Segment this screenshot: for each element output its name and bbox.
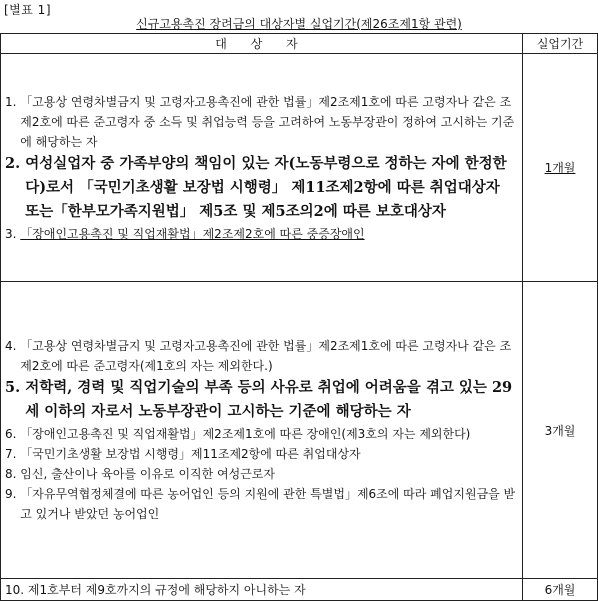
item-number: 9. bbox=[5, 487, 21, 501]
item-number: 8. bbox=[5, 467, 21, 481]
table-row-group1 bbox=[1, 54, 598, 282]
item-number: 6. bbox=[5, 427, 21, 441]
item-text: 「고용상 연령차별금지 및 고령자고용촉진에 관한 법률」제2조제1호에 따른 고령자나 같은 조 제2호에 따른 준고령자(제1호의 자는 제외한다.) bbox=[20, 339, 512, 373]
period-value: 6개월 bbox=[544, 583, 576, 597]
group1-period bbox=[523, 54, 598, 282]
list-item-3 bbox=[5, 224, 518, 244]
group3-period bbox=[523, 579, 598, 601]
item-number: 3. bbox=[5, 226, 21, 241]
table-row-group3 bbox=[1, 579, 598, 601]
appendix-tag: [별표 1] bbox=[4, 3, 51, 17]
list-item-6 bbox=[5, 424, 518, 444]
item-number: 10. bbox=[5, 582, 28, 597]
item-text: 여성실업자 중 가족부양의 책임이 있는 자(노동부령으로 정하는 자에 한정한다)로서 「국민기초생활 보장법 시행령」 제11조제2항에 따른 취업대상자 또는「한부모가족지원법」 제5조 및 제5조의2에 따른 보호대상자 bbox=[25, 154, 507, 220]
eligibility-table bbox=[0, 33, 598, 601]
header-target: 대 상 자 bbox=[1, 34, 523, 54]
item-text: 「국민기초생활 보장법 시행령」제11조제2항에 따른 취업대상자 bbox=[20, 447, 361, 461]
list-item-10 bbox=[5, 580, 518, 600]
group1-items bbox=[1, 54, 523, 282]
list-item-8 bbox=[5, 464, 518, 484]
list-item-7 bbox=[5, 444, 518, 464]
period-value: 3개월 bbox=[544, 423, 576, 438]
item-text: 「고용상 연령차별금지 및 고령자고용촉진에 관한 법률」제2조제1호에 따른 고령자나 같은 조 제2호에 따른 준고령자 중 소득 및 취업능력 등을 고려하여 노동부장관이 정하여 고시하는 기준에 해당하는 자 bbox=[20, 94, 515, 149]
group2-items bbox=[1, 282, 523, 579]
item-number: 5. bbox=[5, 379, 26, 396]
list-item-5 bbox=[5, 376, 518, 424]
item-number: 2. bbox=[5, 154, 26, 172]
item-text: 제1호부터 제9호까지의 규정에 해당하지 아니하는 자 bbox=[27, 582, 306, 597]
item-number: 4. bbox=[5, 339, 21, 353]
group2-period bbox=[523, 282, 598, 579]
item-number: 7. bbox=[5, 447, 21, 461]
table-header-row bbox=[1, 34, 598, 54]
list-item-9 bbox=[5, 484, 518, 524]
item-text: 「장애인고용촉진 및 직업재활법」제2조제2호에 따른 중증장애인 bbox=[20, 226, 365, 241]
list-item-2 bbox=[5, 152, 518, 224]
table-row-group2 bbox=[1, 282, 598, 579]
list-item-1 bbox=[5, 92, 518, 152]
list-item-4 bbox=[5, 336, 518, 376]
document-title: 신규고용촉진 장려금의 대상자별 실업기간(제26조제1항 관련) bbox=[136, 17, 462, 31]
item-text: 저학력, 경력 및 직업기술의 부족 등의 사유로 취업에 어려움을 겪고 있는 29세 이하의 자로서 노동부장관이 고시하는 기준에 해당하는 자 bbox=[25, 379, 513, 420]
period-value: 1개월 bbox=[544, 161, 576, 175]
group3-items bbox=[1, 579, 523, 601]
item-text: 임신, 출산이나 육아를 이유로 이직한 여성근로자 bbox=[20, 467, 275, 481]
header-period: 실업기간 bbox=[523, 34, 598, 54]
item-number: 1. bbox=[5, 94, 21, 109]
item-text: 「장애인고용촉진 및 직업재활법」제2조제1호에 따른 장애인(제3호의 자는 제외한다) bbox=[20, 427, 471, 441]
item-text: 「자유무역협정체결에 따른 농어업인 등의 지원에 관한 특별법」제6조에 따라 폐업지원금을 받고 있거나 받았던 농어업인 bbox=[20, 487, 516, 521]
